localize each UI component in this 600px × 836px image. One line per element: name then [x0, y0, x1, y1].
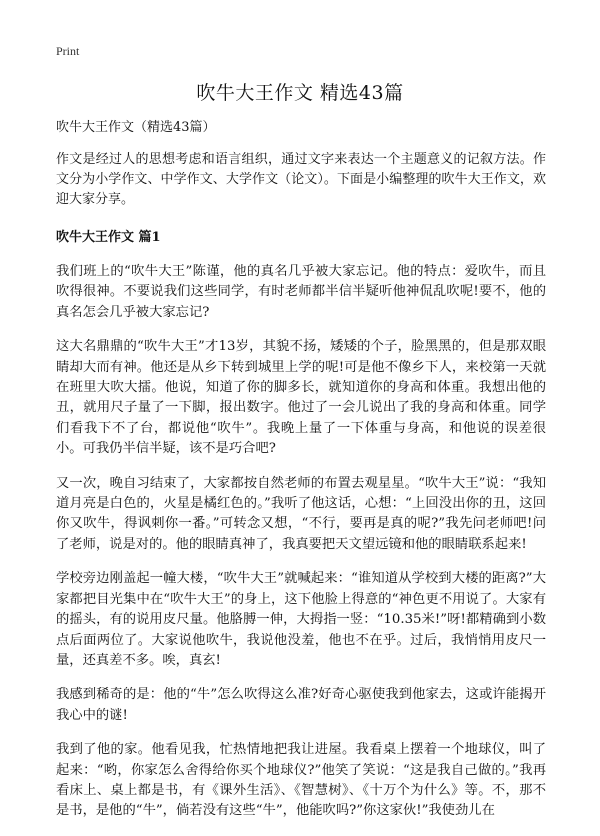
intro-paragraph: 作文是经过人的思想考虑和语言组织，通过文字来表达一个主题意义的记叙方法。作文分为小学作文、中学作文、大学作文（论文）。下面是小编整理的吹牛大王作文，欢迎大家分享。	[56, 152, 546, 207]
body-paragraph: 学校旁边刚盖起一幢大楼，“吹牛大王”就喊起来：“谁知道从学校到大楼的距离?”大家都把目光集中在“吹牛大王”的身上，这下他脸上得意的“神色更不用说了。大家有的摇头，有的说用皮尺量。他胳膊一伸，大拇指一竖：“10.35米!”呀!都精确到小数点后面两位了。大家说他吹牛，我说他没羞，他也不在乎。过后，我悄悄用皮尺一量，还真差不多。唉，真玄!	[56, 571, 546, 668]
subtitle: 吹牛大王作文（精选43篇）	[56, 120, 216, 135]
page-title: 吹牛大王作文 精选43篇	[196, 82, 404, 104]
section-heading: 吹牛大王作文 篇1	[56, 230, 161, 245]
print-label: Print	[56, 44, 80, 58]
body-paragraph: 我们班上的“吹牛大王”陈谨，他的真名几乎被大家忘记。他的特点：爱吹牛，而且吹得很神。不要说我们这些同学，有时老师都半信半疑听他神侃乱吹呢!要不，他的真名怎会几乎被大家忘记?	[56, 264, 546, 320]
document-content	[56, 118, 546, 836]
body-paragraph: 这大名鼎鼎的“吹牛大王”才13岁，其貌不扬，矮矮的个子，脸黑黑的，但是那双眼睛却大而有神。他还是从乡下转到城里上学的呢!可是他不像乡下人，来校第一天就在班里大吹大擂。他说，知道了你的脚多长，就知道你的身高和体重。我想出他的丑，就用尺子量了一下脚，报出数字。他过了一会儿说出了我的身高和体重。同学们看我下不了台，都说他“吹牛”。我晚上量了一下体重与身高，和他说的误差很小。可我仍半信半疑，该不是巧合吧?	[56, 339, 546, 457]
body-paragraph: 又一次，晚自习结束了，大家都按自然老师的布置去观星星。“吹牛大王”说：“我知道月亮是白色的，火星是橘红色的。”我听了他这话，心想：“上回没出你的丑，这回你又吹牛，得讽刺你一番。”可转念又想，“不行，要再是真的呢?”我先问老师吧!问了老师，说是对的。他的眼睛真神了，我真要把天文望远镜和他的眼睛联系起来!	[56, 475, 546, 552]
body-paragraph: 我感到稀奇的是：他的“牛”怎么吹得这么准?好奇心驱使我到他家去，这或许能揭开我心中的谜!	[56, 687, 546, 723]
body-paragraph: 我到了他的家。他看见我，忙热情地把我让进屋。我看桌上摆着一个地球仪，叫了起来：“哟，你家怎么舍得给你买个地球仪?”他笑了笑说：“这是我自己做的。”我再看床上、桌上都是书，有《课外生活》、《智慧树》、《十万个为什么》等。不，那不是书，是他的“牛”，倘若没有这些“牛”，他能吹吗?”你这家伙!”我使劲儿在	[56, 742, 546, 819]
